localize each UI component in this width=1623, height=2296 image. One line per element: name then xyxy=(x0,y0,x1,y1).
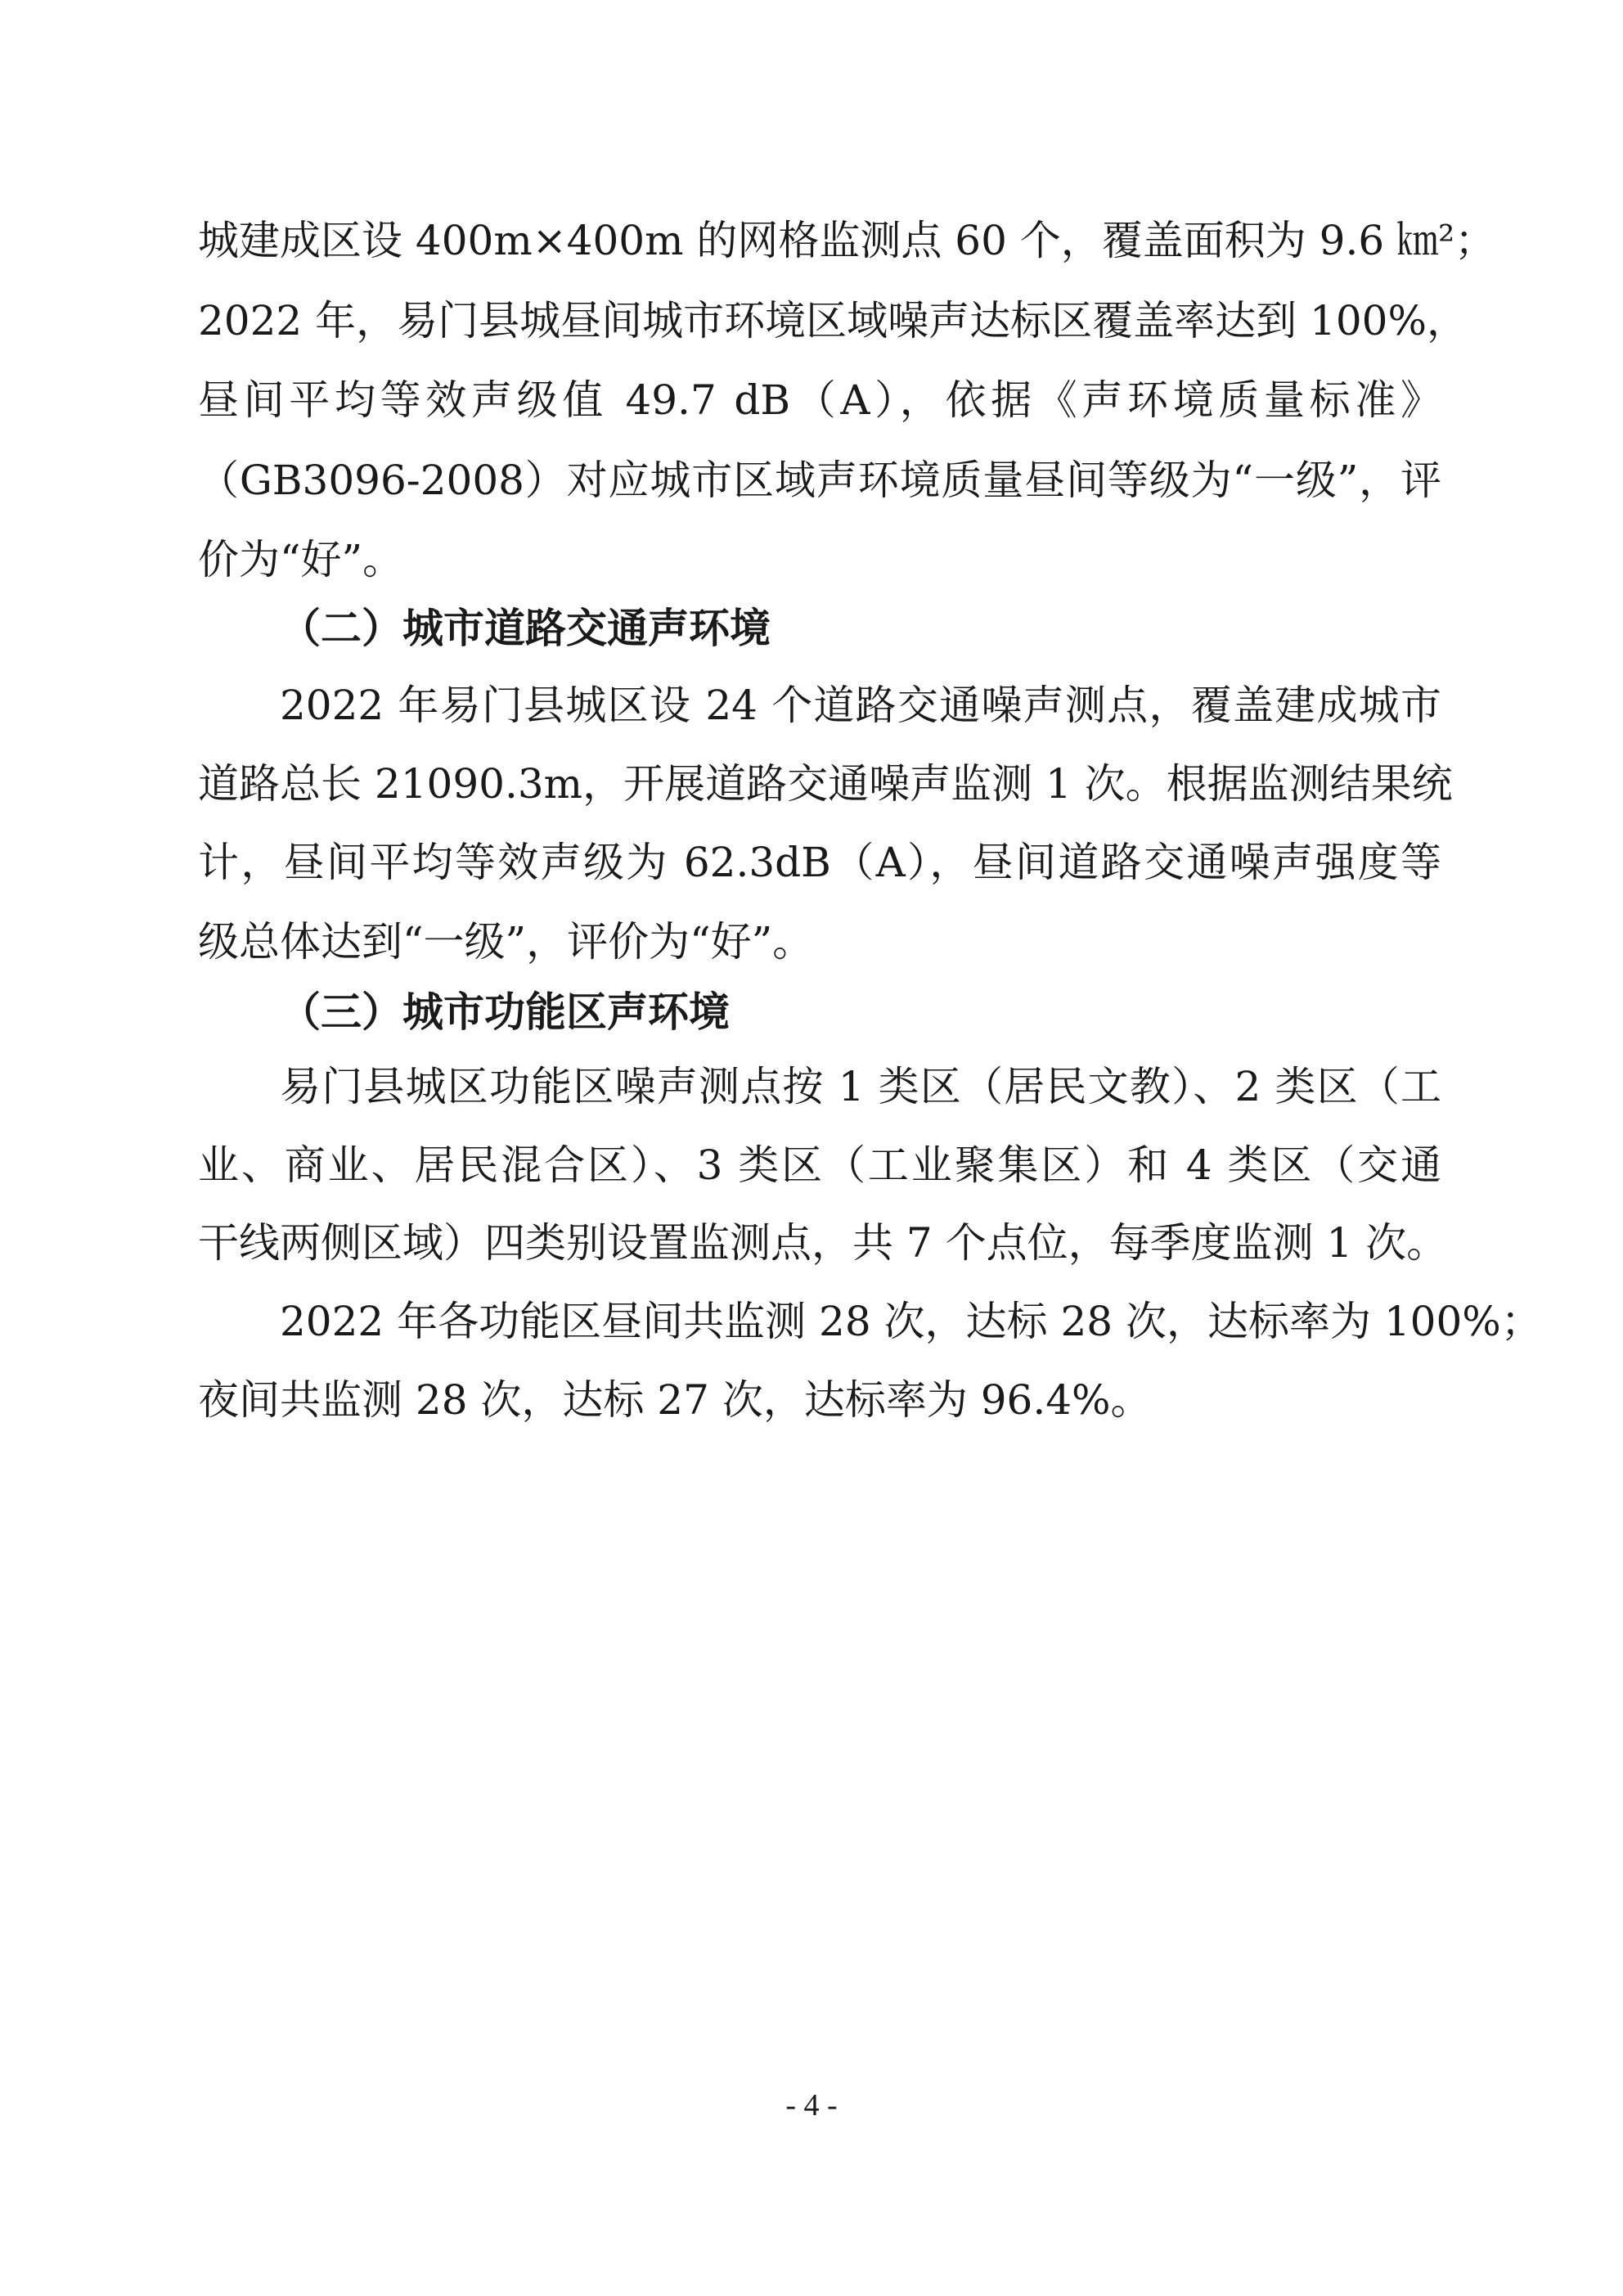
section-heading-functional-zone: （三）城市功能区声环境 xyxy=(280,988,730,1036)
page-number: - 4 - xyxy=(785,2088,838,2123)
paragraph-line: 2022 年各功能区昼间共监测 28 次，达标 28 次，达标率为 100%； xyxy=(280,1298,1542,1345)
paragraph-line: 易门县城区功能区噪声测点按 1 类区（居民文教）、2 类区（工 xyxy=(280,1063,1441,1110)
paragraph-line: 级总体达到“一级”，评价为“好”。 xyxy=(198,918,814,966)
paragraph-line: 道路总长 21090.3m，开展道路交通噪声监测 1 次。根据监测结果统 xyxy=(198,760,1453,808)
paragraph-line: 夜间共监测 28 次，达标 27 次，达标率为 96.4%。 xyxy=(198,1376,1152,1424)
paragraph-line: 计，昼间平均等效声级为 62.3dB（A），昼间道路交通噪声强度等 xyxy=(198,839,1441,886)
paragraph-line: 干线两侧区域）四类别设置监测点，共 7 个点位，每季度监测 1 次。 xyxy=(198,1219,1448,1267)
section-heading-road-traffic: （二）城市道路交通声环境 xyxy=(280,605,771,652)
paragraph-line: 价为“好”。 xyxy=(198,536,404,583)
paragraph-line: 昼间平均等效声级值 49.7 dB（A），依据《声环境质量标准》 xyxy=(198,376,1441,424)
paragraph-line: 2022 年，易门县城昼间城市环境区域噪声达标区覆盖率达到 100%， xyxy=(198,297,1468,344)
paragraph-line: 城建成区设 400m×400m 的网格监测点 60 个，覆盖面积为 9.6 ㎞²； xyxy=(198,217,1496,264)
paragraph-line: 2022 年易门县城区设 24 个道路交通噪声测点，覆盖建成城市 xyxy=(280,682,1441,729)
paragraph-line: （GB3096-2008）对应城市区域声环境质量昼间等级为“一级”，评 xyxy=(198,457,1441,504)
paragraph-line: 业、商业、居民混合区）、3 类区（工业聚集区）和 4 类区（交通 xyxy=(198,1141,1441,1189)
